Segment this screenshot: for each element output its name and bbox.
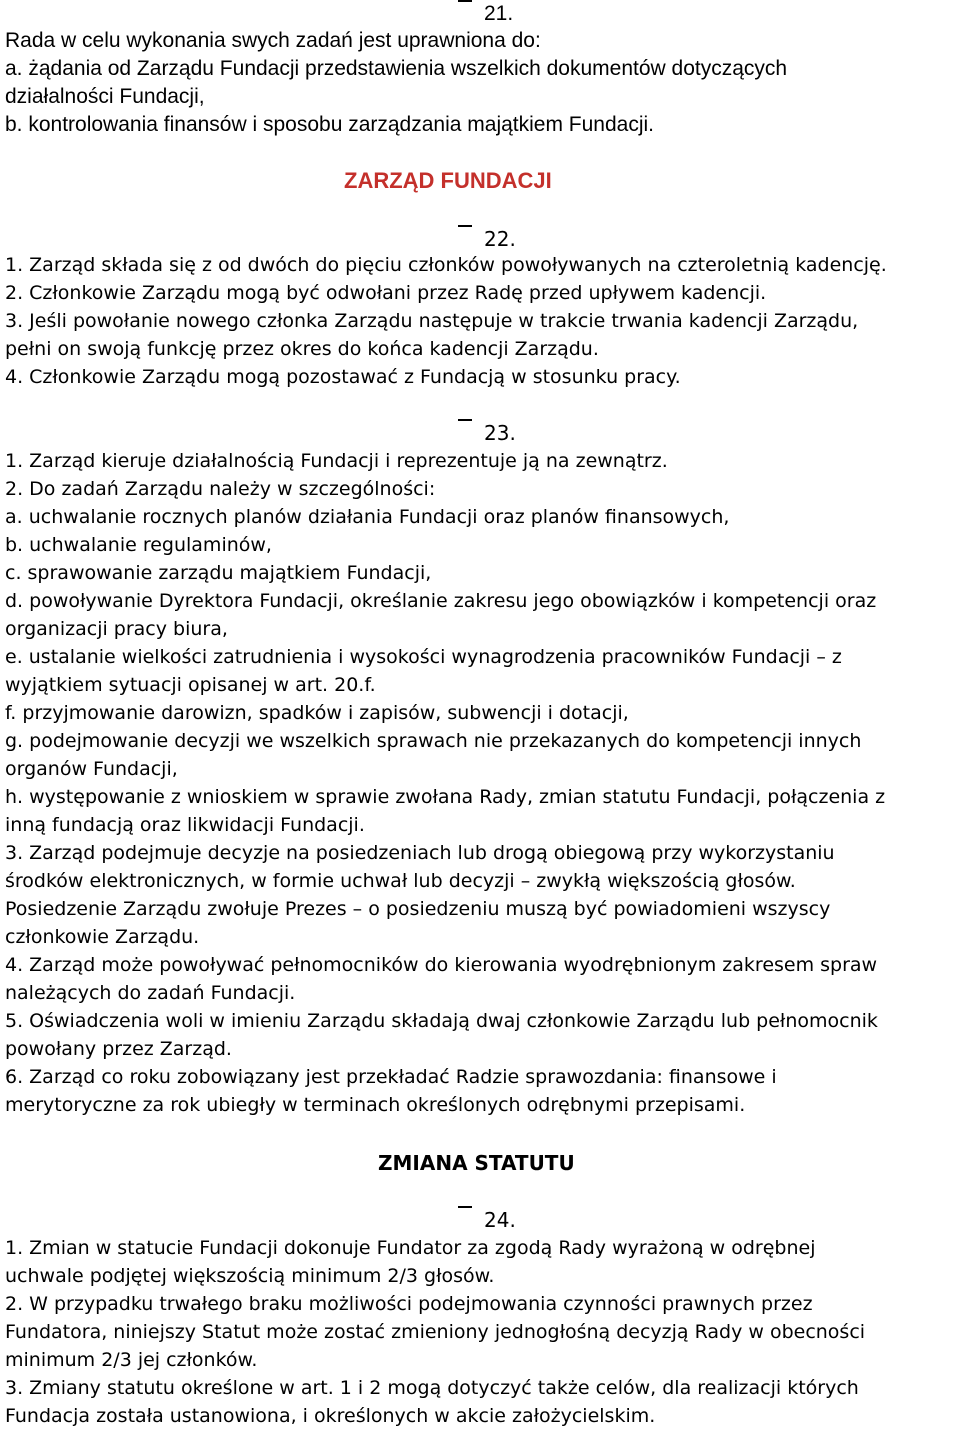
s22-line: 4. Członkowie Zarządu mogą pozostawać z Fundacją w stosunku pracy.	[5, 366, 681, 388]
section-mark-icon	[458, 419, 472, 425]
s22-line: 3. Jeśli powołanie nowego członka Zarządu następuje w trakcie trwania kadencji Zarządu,	[5, 310, 859, 332]
s23-line: środków elektronicznych, w formie uchwał lub decyzji – zwykłą większością głosów.	[5, 870, 796, 892]
s24-line: minimum 2/3 jej członków.	[5, 1349, 258, 1371]
s23-line: d. powoływanie Dyrektora Fundacji, określanie zakresu jego obowiązków i kompetencji oraz	[5, 590, 877, 612]
heading-zmiana-statutu: ZMIANA STATUTU	[378, 1151, 575, 1175]
s23-line: c. sprawowanie zarządu majątkiem Fundacji,	[5, 562, 432, 584]
s24-line: uchwale podjętej większością minimum 2/3 głosów.	[5, 1265, 495, 1287]
s23-line: h. występowanie z wnioskiem w sprawie zwołana Rady, zmian statutu Fundacji, połączenia z	[5, 786, 886, 808]
s24-line: 1. Zmian w statucie Fundacji dokonuje Fundator za zgodą Rady wyrażoną w odrębnej	[5, 1237, 816, 1259]
s21-line: Rada w celu wykonania swych zadań jest uprawniona do:	[5, 29, 541, 52]
s22-line: 1. Zarząd składa się z od dwóch do pięciu członków powoływanych na czteroletnią kadencję.	[5, 254, 887, 276]
s23-line: Posiedzenie Zarządu zwołuje Prezes – o posiedzeniu muszą być powiadomieni wszyscy	[5, 898, 831, 920]
section-mark-icon	[458, 1206, 472, 1212]
s23-line: f. przyjmowanie darowizn, spadków i zapisów, subwencji i dotacji,	[5, 702, 629, 724]
s23-line: b. uchwalanie regulaminów,	[5, 534, 272, 556]
s23-line: 1. Zarząd kieruje działalnością Fundacji i reprezentuje ją na zewnątrz.	[5, 450, 668, 472]
s21-line: b. kontrolowania finansów i sposobu zarządzania majątkiem Fundacji.	[5, 113, 655, 136]
s23-line: 2. Do zadań Zarządu należy w szczególności:	[5, 478, 436, 500]
s23-line: merytoryczne za rok ubiegły w terminach określonych odrębnymi przepisami.	[5, 1094, 746, 1116]
s23-line: e. ustalanie wielkości zatrudnienia i wysokości wynagrodzenia pracowników Fundacji – z	[5, 646, 842, 668]
s23-line: 5. Oświadczenia woli w imieniu Zarządu składają dwaj członkowie Zarządu lub pełnomocnik	[5, 1010, 878, 1032]
section-21-number: 21.	[458, 0, 513, 28]
s23-line: członkowie Zarządu.	[5, 926, 200, 948]
section-24-number: 24.	[458, 1206, 516, 1234]
s23-line: 3. Zarząd podejmuje decyzje na posiedzeniach lub drogą obiegową przy wykorzystaniu	[5, 842, 835, 864]
s23-line: 6. Zarząd co roku zobowiązany jest przekładać Radzie sprawozdania: finansowe i	[5, 1066, 777, 1088]
s23-line: należących do zadań Fundacji.	[5, 982, 296, 1004]
s23-line: organizacji pracy biura,	[5, 618, 228, 640]
section-22-number: 22.	[458, 225, 516, 253]
s24-line: 2. W przypadku trwałego braku możliwości podejmowania czynności prawnych przez	[5, 1293, 813, 1315]
s23-line: organów Fundacji,	[5, 758, 178, 780]
s23-line: powołany przez Zarząd.	[5, 1038, 232, 1060]
s23-line: inną fundacją oraz likwidacji Fundacji.	[5, 814, 365, 836]
s22-line: pełni on swoją funkcję przez okres do końca kadencji Zarządu.	[5, 338, 599, 360]
s21-line: działalności Fundacji,	[5, 85, 205, 108]
s22-line: 2. Członkowie Zarządu mogą być odwołani przez Radę przed upływem kadencji.	[5, 282, 767, 304]
s23-line: g. podejmowanie decyzji we wszelkich sprawach nie przekazanych do kompetencji innych	[5, 730, 862, 752]
s23-line: 4. Zarząd może powoływać pełnomocników do kierowania wyodrębnionym zakresem spraw	[5, 954, 878, 976]
s23-line: wyjątkiem sytuacji opisanej w art. 20.f.	[5, 674, 376, 696]
section-23-number: 23.	[458, 419, 516, 447]
section-mark-icon	[458, 225, 472, 231]
s24-line: Fundatora, niniejszy Statut może zostać zmieniony jednogłośną decyzją Rady w obecności	[5, 1321, 866, 1343]
heading-zarzad-fundacji: ZARZĄD FUNDACJI	[344, 168, 552, 193]
s24-line: Fundacja została ustanowiona, i określonych w akcie założycielskim.	[5, 1405, 656, 1427]
s23-line: a. uchwalanie rocznych planów działania Fundacji oraz planów finansowych,	[5, 506, 730, 528]
s21-line: a. żądania od Zarządu Fundacji przedstawienia wszelkich dokumentów dotyczących	[5, 57, 788, 80]
section-mark-icon	[458, 0, 472, 6]
s24-line: 3. Zmiany statutu określone w art. 1 i 2 mogą dotyczyć także celów, dla realizacji których	[5, 1377, 859, 1399]
